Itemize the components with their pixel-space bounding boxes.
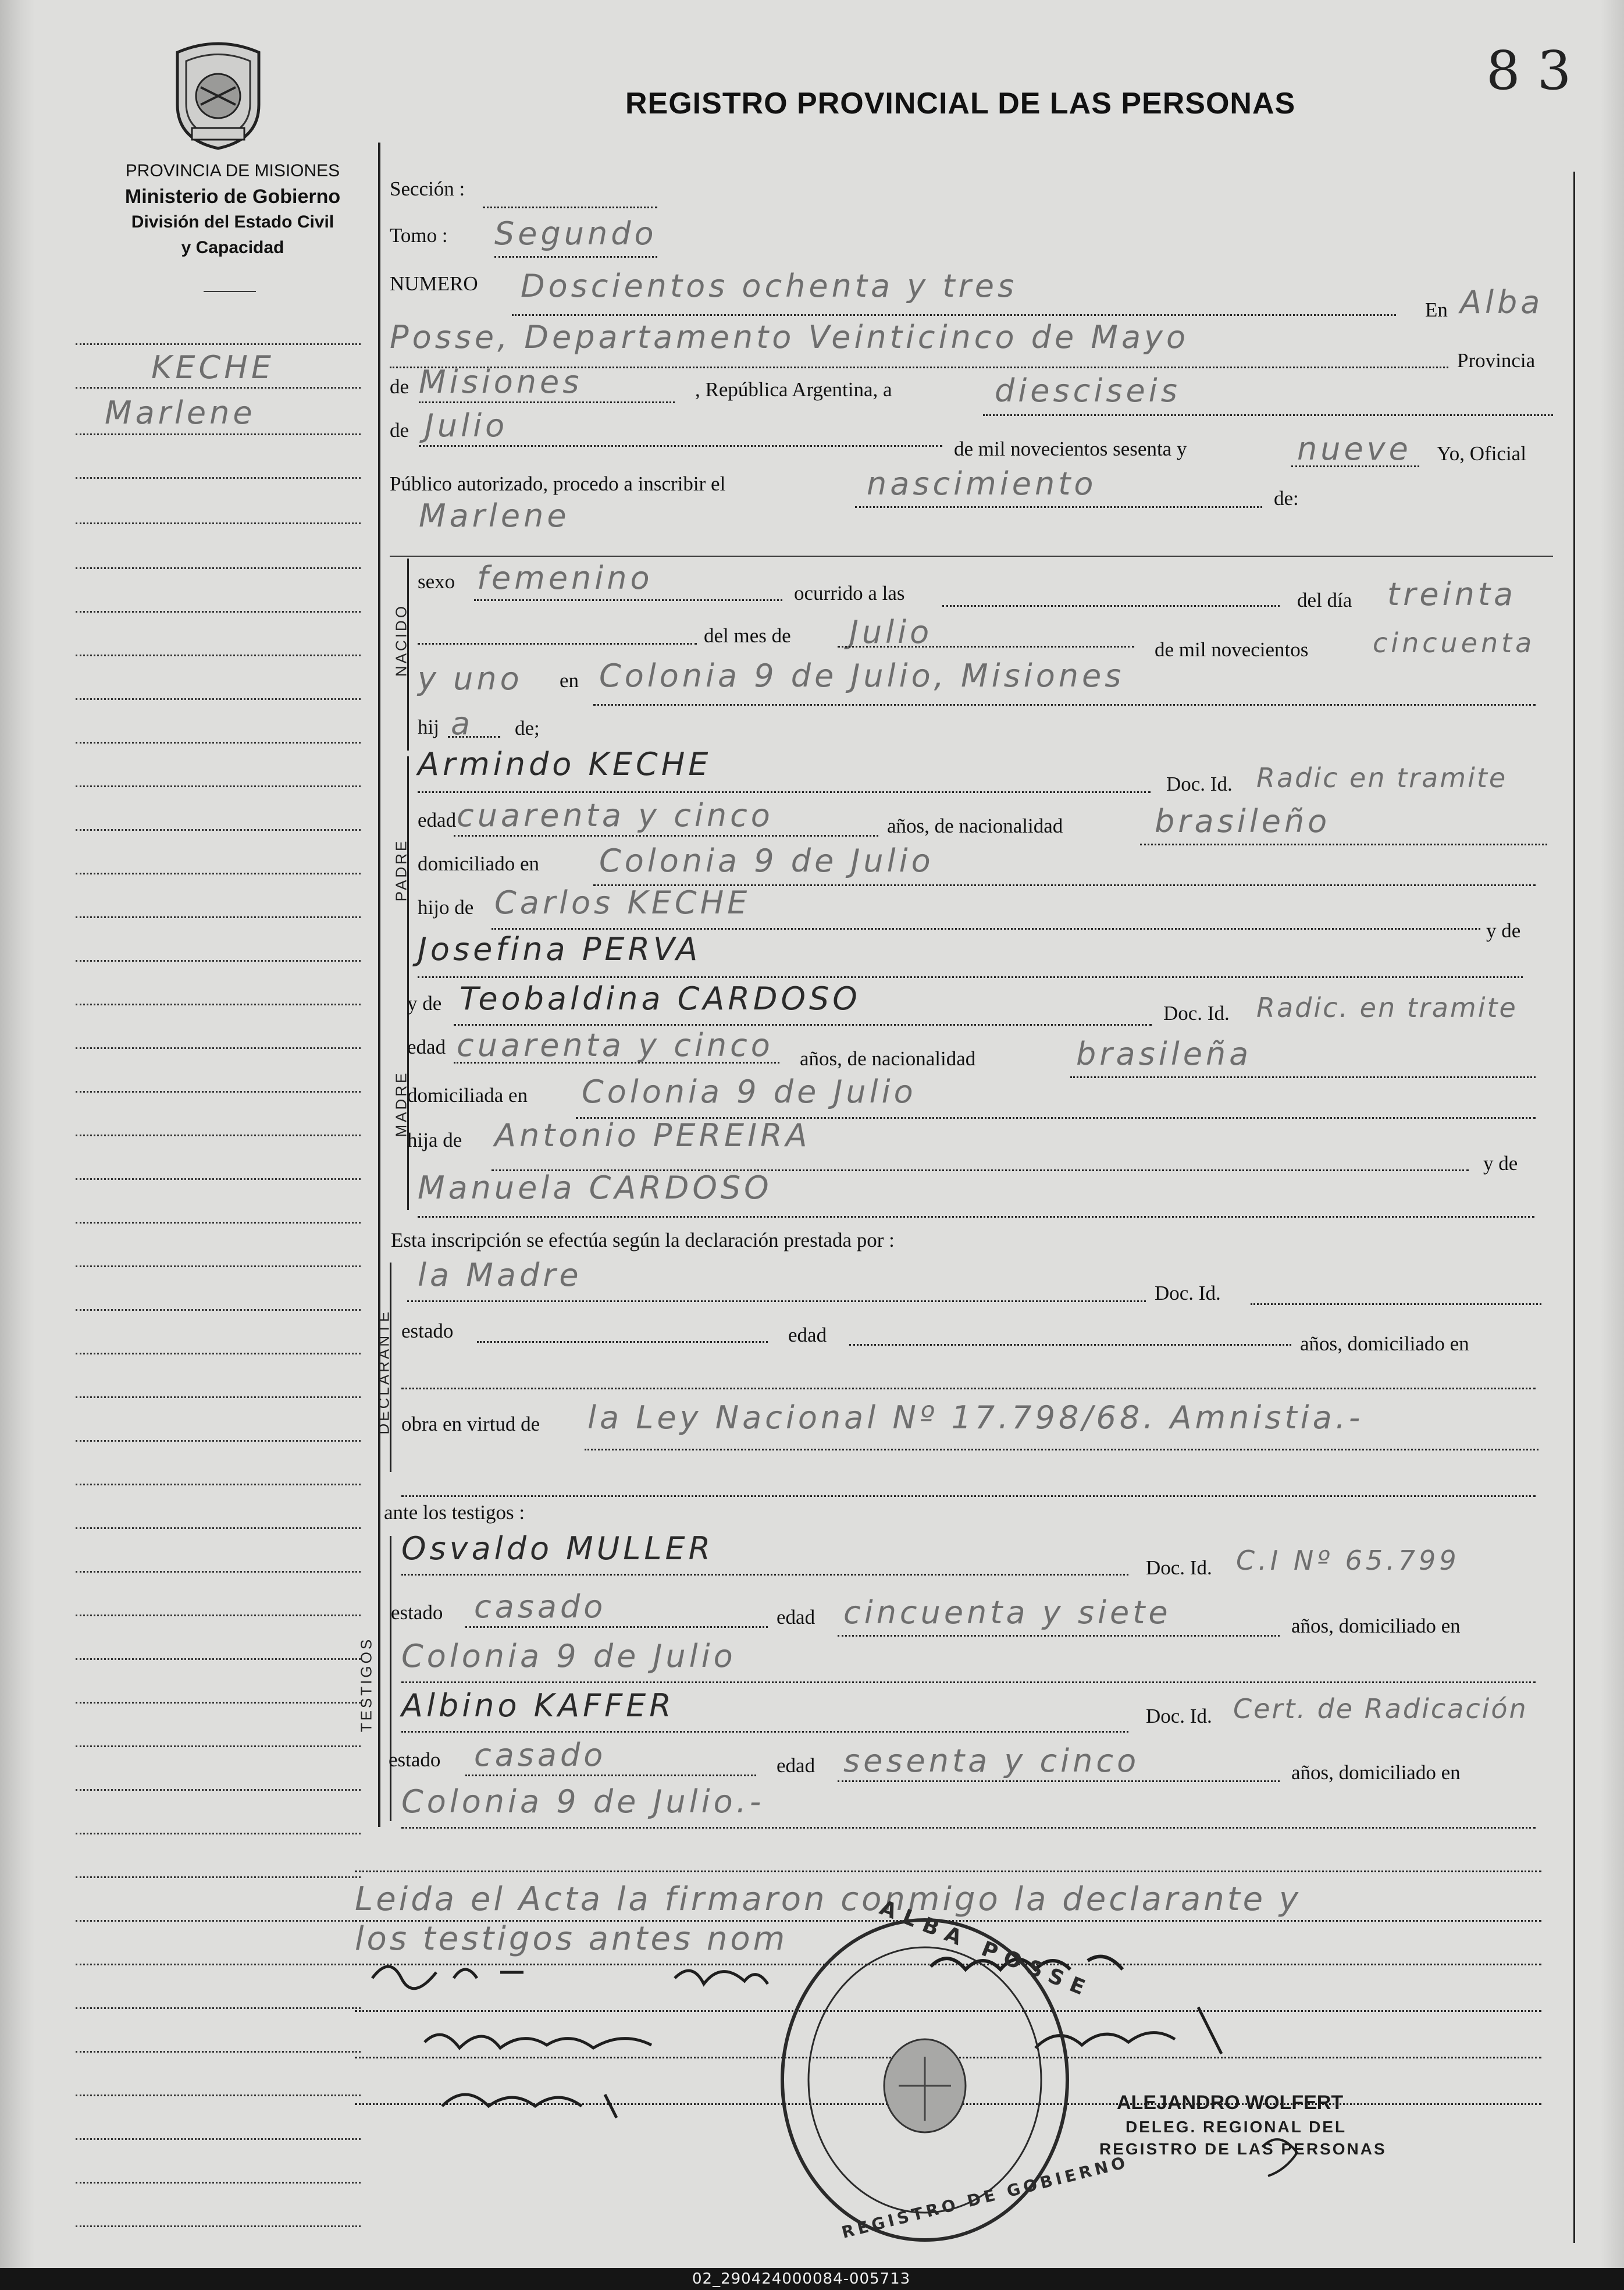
seccion-label: Sección :: [390, 177, 465, 200]
hij-label: hij: [418, 716, 439, 738]
obra-value: la Ley Nacional Nº 17.798/68. Amnistia.-: [587, 1399, 1364, 1436]
madre-edad-value: cuarenta y cinco: [457, 1027, 774, 1064]
sexo-label: sexo: [418, 570, 455, 593]
padre-nac-field: [1140, 844, 1547, 845]
margin-surname: KECHE: [151, 349, 275, 386]
anio-field: [1291, 465, 1419, 467]
padre-doc-label: Doc. Id.: [1166, 773, 1233, 795]
official-title-1: DELEG. REGIONAL DEL: [1126, 2118, 1347, 2136]
madre-nac-label: años, de nacionalidad: [800, 1047, 976, 1070]
ministry-header: [81, 158, 384, 261]
acto-value: nascimiento: [867, 465, 1097, 502]
testigo2-nombre-field: [401, 1731, 1128, 1733]
padre-padre-value: Carlos KECHE: [494, 884, 751, 921]
testigo2-estado-label: estado: [389, 1748, 441, 1771]
yo-oficial-label: Yo, Oficial: [1437, 442, 1526, 465]
madre-side-label: MADRE: [392, 1071, 410, 1137]
obra-field: [585, 1449, 1538, 1450]
stamp-bottom-text: REGISTRO DE GOBIERNO: [839, 2152, 1131, 2242]
padre-hijo-label: hijo de: [418, 896, 474, 919]
madre-doc-value: Radic. en tramite: [1256, 992, 1518, 1023]
declarante-side-label: DECLARANTE: [375, 1309, 393, 1435]
en-value: Alba: [1460, 284, 1544, 321]
testigo1-edad-value: cincuenta y siete: [843, 1594, 1171, 1631]
dia-value: diesciseis: [995, 372, 1181, 409]
anio-value: nueve: [1297, 431, 1412, 467]
de-semicolon-label: de;: [515, 717, 540, 739]
testigo1-edad-label: edad: [777, 1606, 815, 1628]
closing-rule-1: [355, 1871, 1541, 1872]
binding-fold: [0, 0, 35, 2268]
del-dia-label: del día: [1297, 589, 1352, 611]
testigo2-edad-label: edad: [777, 1754, 815, 1777]
padre-madre-value: Josefina PERVA: [418, 931, 701, 968]
testigo2-edad-field: [838, 1780, 1280, 1782]
padre-nac-value: brasileño: [1155, 803, 1331, 840]
mes-value: Julio: [425, 407, 508, 444]
nacido-side-label: NACIDO: [392, 603, 410, 677]
province-label: PROVINCIA DE MISIONES: [125, 161, 340, 180]
header-rule: [204, 291, 256, 292]
dia-nac-field-2: [418, 643, 697, 645]
padre-y-de-label: y de: [1486, 919, 1521, 942]
madre-hija-label: hija de: [407, 1129, 462, 1151]
hora-field: [942, 605, 1280, 607]
testigo2-dom-value: Colonia 9 de Julio.-: [401, 1783, 765, 1820]
padre-edad-field: [454, 835, 878, 837]
testigo2-doc-label: Doc. Id.: [1146, 1705, 1212, 1727]
padre-dom-value: Colonia 9 de Julio: [599, 842, 934, 879]
lugar-value: Posse, Departamento Veinticinco de Mayo: [390, 319, 1189, 355]
testigo1-edad-field: [838, 1635, 1280, 1637]
testigo2-nombre: Albino KAFFER: [401, 1687, 675, 1724]
hij-field: [448, 736, 500, 738]
testigo1-nombre: Osvaldo MULLER: [401, 1530, 714, 1567]
madre-nombre: Teobaldina CARDOSO: [460, 980, 861, 1017]
declarante-estado-label: estado: [401, 1320, 454, 1342]
testigo2-doc-value: Cert. de Radicación: [1233, 1693, 1528, 1724]
testigo2-estado-value: casado: [474, 1737, 607, 1773]
esta-inscripcion-label: Esta inscripción se efectúa según la declaración prestada por :: [391, 1229, 895, 1251]
provincial-seal-icon: [166, 35, 270, 151]
testigo1-dom-field: [401, 1681, 1536, 1683]
nombre-value: Marlene: [419, 497, 570, 534]
madre-edad-label: edad: [407, 1036, 446, 1058]
official-title-2: REGISTRO DE LAS PERSONAS: [1099, 2140, 1387, 2158]
padre-nombre: Armindo KECHE: [418, 746, 712, 783]
scan-footer: [0, 2268, 1624, 2290]
del-mes-label: del mes de: [704, 624, 791, 647]
testigo2-dom-field: [401, 1827, 1536, 1829]
declarante-dom-label: años, domiciliado en: [1300, 1332, 1469, 1355]
acto-field: [855, 506, 1262, 508]
madre-nac-value: brasileña: [1076, 1036, 1252, 1072]
publico-label: Público autorizado, procedo a inscribir el: [390, 472, 726, 495]
testigo2-estado-field: [465, 1775, 756, 1776]
madre-dom-label: domiciliada en: [407, 1084, 528, 1107]
de-mil-2-label: de mil novecientos: [1155, 638, 1309, 661]
division-label: División del Estado Civil: [131, 212, 334, 232]
tomo-label: Tomo :: [390, 224, 448, 247]
de-mil-label: de mil novecientos sesenta y: [954, 438, 1187, 460]
testigo1-dom-label: años, domiciliado en: [1291, 1615, 1461, 1637]
tomo-value: Segundo: [494, 215, 657, 252]
numero-label: NUMERO: [390, 272, 478, 295]
declarante-edad-field: [849, 1344, 1291, 1346]
official-name: ALEJANDRO WOLFERT: [1117, 2092, 1344, 2114]
main-column-rule: [378, 143, 380, 1827]
en-nac-label: en: [560, 669, 579, 692]
declarante-estado-field: [477, 1341, 768, 1343]
testigo2-edad-value: sesenta y cinco: [843, 1743, 1140, 1779]
padre-doc-value: Radic en tramite: [1256, 762, 1508, 794]
padre-side-label: PADRE: [392, 838, 410, 902]
margin-given-name: Marlene: [105, 394, 256, 431]
closing-line-2: los testigos antes nom: [355, 1920, 788, 1958]
seccion-field: [483, 207, 657, 208]
mes-field: [419, 445, 942, 447]
closing-line-1: Leida el Acta la firmaron conmigo la declarante y: [355, 1880, 1302, 1918]
obra-label: obra en virtud de: [401, 1413, 540, 1435]
testigo1-doc-label: Doc. Id.: [1146, 1556, 1212, 1579]
madre-nombre-field: [454, 1024, 1152, 1026]
nombre-field: [390, 556, 1553, 557]
provincia-value: Misiones: [419, 364, 583, 400]
ministry-label: Ministerio de Gobierno: [124, 186, 341, 208]
padre-madre-field: [418, 976, 1523, 978]
lugar-nac-value: Colonia 9 de Julio, Misiones: [599, 657, 1125, 694]
padre-nombre-field: [418, 791, 1151, 793]
testigo2-dom-label: años, domiciliado en: [1291, 1761, 1461, 1784]
dia-field: [983, 414, 1553, 416]
page-number: 8 3: [1486, 40, 1572, 102]
declarante-doc-field: [1251, 1303, 1541, 1305]
scan-id: 02_290424000084-005713: [692, 2270, 911, 2288]
declarante-dom-field: [401, 1388, 1536, 1389]
testigo1-estado-label: estado: [391, 1601, 443, 1624]
madre-madre-value: Manuela CARDOSO: [418, 1169, 772, 1206]
provincia-field: [419, 401, 675, 403]
right-border: [1573, 172, 1575, 2243]
declarante-value: la Madre: [418, 1257, 582, 1293]
dia-nac-value: treinta: [1387, 576, 1517, 613]
padre-edad-value: cuarenta y cinco: [457, 797, 774, 834]
anio-nac-value-2: y uno: [418, 660, 523, 697]
madre-y-de-2-label: y de: [1483, 1152, 1518, 1175]
anio-nac-value-1: cincuenta: [1373, 627, 1536, 659]
hij-suffix: a: [451, 705, 474, 742]
page-title: REGISTRO PROVINCIAL DE LAS PERSONAS: [625, 87, 1296, 120]
de-colon-label: de:: [1274, 487, 1299, 510]
tomo-field: [494, 256, 657, 258]
declarante-edad-label: edad: [788, 1324, 827, 1346]
lugar-nac-field: [593, 704, 1536, 706]
testigos-bracket: [390, 1536, 391, 1821]
mes-nac-value: Julio: [849, 614, 933, 650]
declarante-field: [407, 1300, 1146, 1302]
testigo1-estado-field: [465, 1626, 768, 1628]
sexo-value: femenino: [477, 560, 653, 596]
testigo1-doc-value: C.I Nº 65.799: [1236, 1545, 1460, 1576]
republica-label: , República Argentina, a: [695, 378, 892, 401]
numero-field: [512, 314, 1396, 316]
sexo-field: [474, 599, 782, 601]
madre-madre-field: [418, 1216, 1534, 1218]
testigo1-dom-value: Colonia 9 de Julio: [401, 1638, 736, 1674]
stamp-top-text: ALBA POSSE: [876, 1896, 1096, 2003]
madre-dom-value: Colonia 9 de Julio: [582, 1073, 917, 1110]
madre-nac-field: [1070, 1076, 1536, 1078]
ante-testigos-label: ante los testigos :: [384, 1501, 525, 1524]
numero-value: Doscientos ochenta y tres: [521, 268, 1018, 304]
madre-doc-label: Doc. Id.: [1163, 1002, 1230, 1025]
madre-edad-field: [454, 1062, 779, 1064]
padre-edad-label: edad: [418, 809, 457, 831]
padre-nac-label: años, de nacionalidad: [887, 815, 1063, 837]
declarante-doc-label: Doc. Id.: [1155, 1282, 1221, 1304]
padre-padre-field: [492, 928, 1480, 930]
de-label: de: [390, 375, 409, 398]
page-edge: [1601, 0, 1624, 2268]
madre-padre-value: Antonio PEREIRA: [494, 1117, 811, 1154]
capacity-label: y Capacidad: [181, 238, 284, 257]
testigo1-estado-value: casado: [474, 1588, 607, 1625]
testigos-side-label: TESTIGOS: [357, 1637, 375, 1733]
madre-y-de-label: y de: [407, 992, 442, 1015]
testigo1-nombre-field: [401, 1574, 1128, 1576]
en-label: En: [1425, 298, 1448, 321]
de-mes-label: de: [390, 419, 409, 442]
provincia-label: Provincia: [1457, 349, 1536, 372]
mes-nac-field: [838, 646, 1134, 648]
padre-dom-label: domiciliado en: [418, 852, 539, 875]
ocurrido-label: ocurrido a las: [794, 582, 905, 604]
obra-field-2: [401, 1495, 1536, 1497]
